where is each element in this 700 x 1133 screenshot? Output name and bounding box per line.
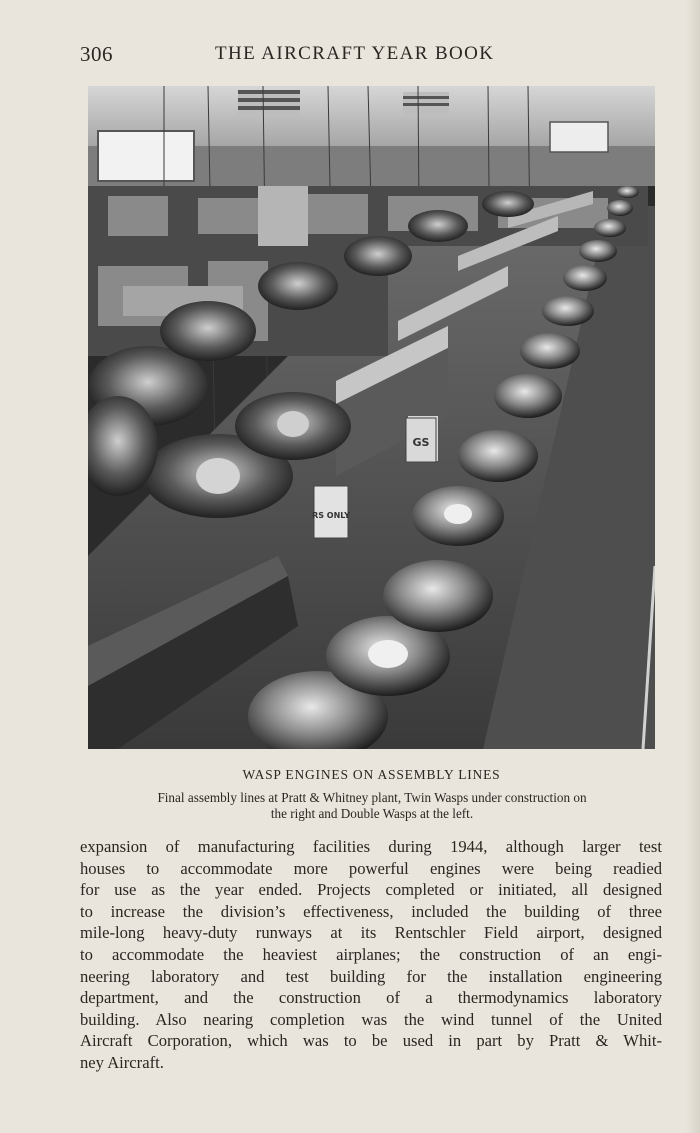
hanging-sign-left: [98, 131, 194, 181]
body-line: ney Aircraft.: [80, 1052, 164, 1072]
body-line: expansion of manufacturing facilities during 1944, although larger test: [80, 837, 662, 856]
drum-gs: [406, 418, 436, 462]
drum-rs-only: [312, 486, 350, 538]
assembly-line-photo: [88, 86, 655, 749]
page-edge-shadow: [686, 0, 700, 1133]
page-header: [80, 42, 660, 70]
body-line: mile-long heavy-duty runways at its Rentschler Field airport, designed: [80, 923, 662, 943]
caption-line: Final assembly lines at Pratt & Whitney plant, Twin Wasps under construction on: [157, 790, 587, 805]
body-line: Aircraft Corporation, which was to be used in part by Pratt & Whit-: [80, 1031, 662, 1051]
body-line: to increase the division’s effectiveness, included the building of three: [80, 901, 662, 921]
page-number: 306: [80, 42, 113, 66]
hanging-sign-right: [550, 122, 608, 152]
figure-caption-title: WASP ENGINES ON ASSEMBLY LINES: [242, 767, 501, 782]
drum-rs-only-label: RS ONLY: [312, 511, 350, 520]
figure-caption-text: [74, 790, 670, 822]
running-title: THE AIRCRAFT YEAR BOOK: [215, 43, 495, 64]
body-line: for use as the year ended. Projects completed or initiated, all designed: [80, 880, 662, 900]
body-line: neering laboratory and test building for the installation engineering: [80, 966, 662, 986]
body-line: houses to accommodate more powerful engines were being readied: [80, 858, 662, 878]
body-line: to accommodate the heaviest airplanes; the construction of an engi-: [80, 944, 662, 964]
body-line: building. Also nearing completion was the wind tunnel of the United: [80, 1009, 662, 1029]
body-line: department, and the construction of a thermodynamics laboratory: [80, 988, 662, 1008]
body-paragraph: [80, 836, 662, 1074]
caption-line: the right and Double Wasps at the left.: [270, 806, 474, 821]
drum-gs-label: GS: [412, 436, 430, 449]
assembly-line-photo-illustration: [88, 86, 655, 749]
